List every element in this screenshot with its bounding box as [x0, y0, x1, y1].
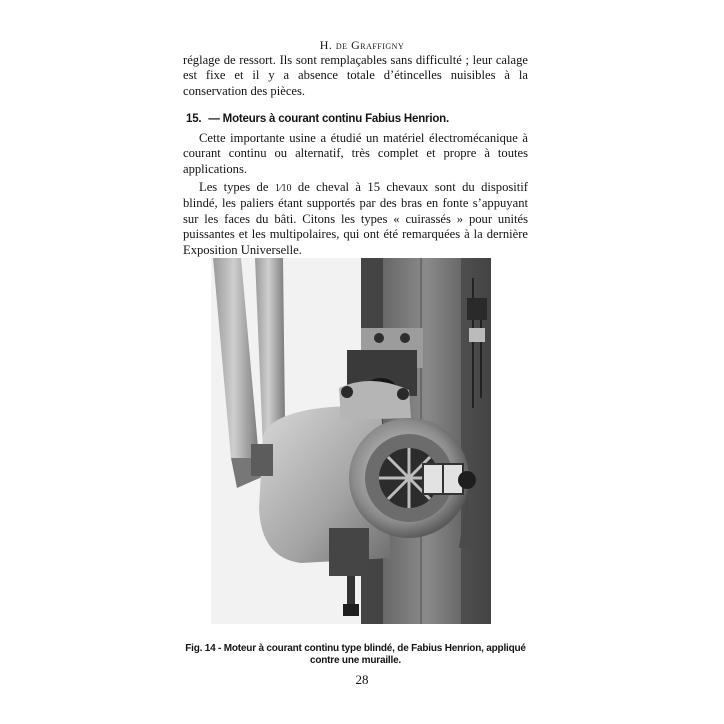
paragraph-continued [183, 53, 528, 99]
motor-photograph [211, 258, 491, 624]
paragraph-text: réglage de ressort. Ils sont remplaçables sans difficulté ; leur calage est fixe et il y a absence totale d’étincelles nuisibles à la conservation des pièces. [183, 53, 528, 98]
paragraph-text [183, 180, 528, 258]
section-heading [183, 113, 528, 125]
section-number: 15. [186, 113, 202, 125]
paragraph-types [183, 180, 528, 258]
figure-caption [183, 643, 528, 667]
fraction: 1⁄10 [274, 183, 292, 194]
section-title: — Moteurs à courant continu Fabius Henrion. [208, 113, 449, 125]
paragraph-text: Cette importante usine a étudié un matériel électromécanique à courant continu ou alternatif, très complet et propre à toutes applications. [183, 131, 528, 176]
caption-line: Fig. 14 - Moteur à courant continu type blindé, de Fabius Henrion, appliqué [185, 643, 526, 654]
paragraph-intro [183, 131, 528, 177]
caption-line: contre une muraille. [309, 655, 402, 666]
running-head: H. de Graffigny [319, 38, 405, 52]
paragraph-part: de cheval à 15 chevaux sont du dispositif blindé, les paliers étant supportés par des bras en fonte s’appuyant sur les faces du bâti. Citons les types « cuirassés » pour unités puissantes et les multipolaires, qui ont été remarquées à la dernière Exposition Universelle. [183, 180, 528, 257]
page-number: 28 [355, 672, 369, 687]
paragraph-part: Les types de [199, 180, 275, 194]
